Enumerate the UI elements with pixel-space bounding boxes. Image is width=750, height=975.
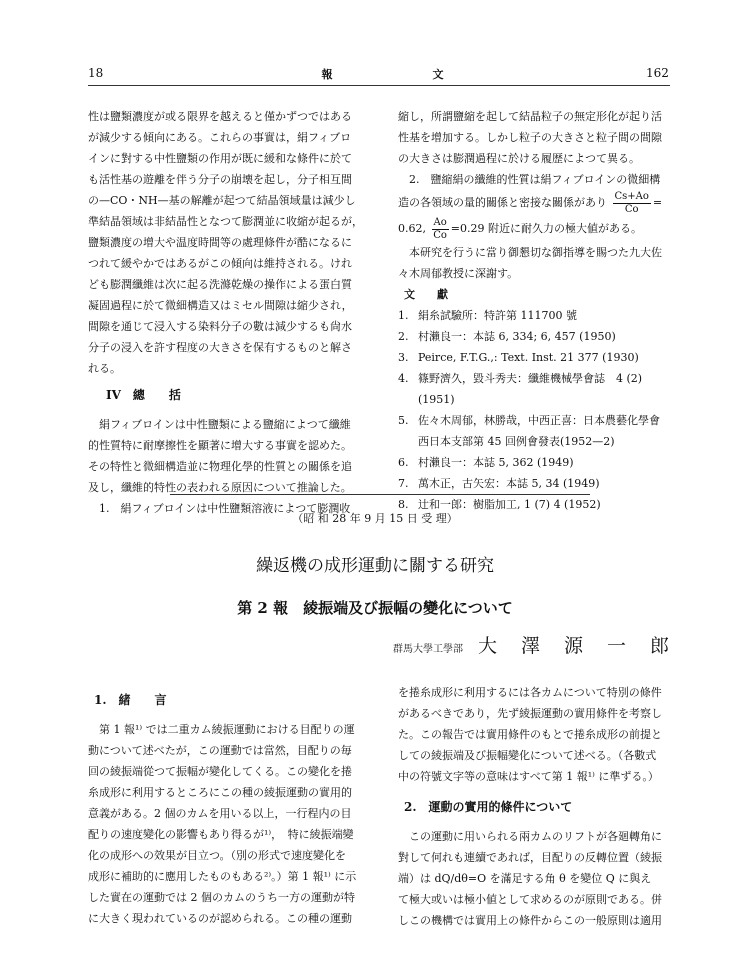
body-line: 第 1 報¹⁾ では二重カム綾振運動における目配りの運 bbox=[99, 723, 355, 736]
equation-line-2 bbox=[398, 216, 688, 242]
body-line: その特性と微細構造並に物理化學的性質との關係を追 bbox=[88, 460, 352, 473]
body-line: ども膨潤纖維は次に起る洗滌乾燥の操作による蛋白質 bbox=[88, 278, 352, 291]
body-line: を捲糸成形に利用するには各カムについて特別の條件 bbox=[398, 686, 662, 699]
article-title: 繰返機の成形運動に關する研究 bbox=[256, 556, 494, 576]
reference-item: 5. 佐々木周郁，林勝哉，中西正喜：日本農藝化學會 bbox=[398, 410, 688, 431]
author-affiliation: 群馬大學工學部 bbox=[393, 644, 463, 655]
equation-equals: = bbox=[652, 196, 663, 209]
reference-text: 西日本支部第 45 回例會發表(1952—2) bbox=[418, 435, 615, 448]
article-subtitle: 第 2 報 綾振端及び振幅の變化について bbox=[237, 599, 513, 617]
body-line: 1. 絹フィブロインは中性鹽類溶液によつて膨潤收 bbox=[99, 502, 351, 515]
page-number-left: 18 bbox=[88, 66, 104, 80]
body-line: この運動に用いられる兩カムのリフトが各廻轉角に bbox=[409, 830, 662, 843]
body-line: て極大或いは極小値として求めるのが原則である。併 bbox=[398, 893, 662, 906]
reference-item bbox=[398, 389, 688, 410]
body-line: 性は鹽類濃度が或る限界を越えると僅かずつではある bbox=[88, 110, 352, 123]
fraction-ao-over-co bbox=[432, 217, 449, 242]
body-line: しこの機構では實用上の條件からこの一般原則は適用 bbox=[398, 914, 662, 927]
body-line: 對して何れも連續であれば，目配りの反轉位置（綾振 bbox=[398, 851, 662, 864]
body-line: の—CO・NH—基の解離が起つて結晶領域量は減少し bbox=[88, 194, 356, 207]
body-line: 2. 鹽縮絹の纖維的性質は絹フィブロインの微細構 bbox=[409, 173, 661, 186]
top-left-column bbox=[88, 106, 378, 519]
received-date: （昭 和 28 年 9 月 15 日 受 理） bbox=[292, 512, 458, 525]
fraction-numerator: Ao bbox=[433, 216, 447, 228]
body-line: 間隙を通じて浸入する染料分子の數は減少するも尙水 bbox=[88, 320, 352, 333]
fraction-denominator: Co bbox=[624, 203, 639, 215]
body-line: 縮し，所謂鹽縮を起して結晶粒子の無定形化が起り活 bbox=[398, 110, 662, 123]
section-divider bbox=[170, 494, 590, 495]
body-line: インに對する中性鹽類の作用が既に緩和な條件に於て bbox=[88, 152, 352, 165]
acknowledgement-line: 々木周郁教授に深謝す。 bbox=[398, 267, 519, 280]
equation-text: =0.29 附近に耐久力の極大値がある。 bbox=[450, 222, 642, 235]
body-line: 成形に補助的に應用したものもある²⁾。）第 1 報¹⁾ に示 bbox=[88, 870, 357, 883]
equation-line-1 bbox=[398, 190, 688, 216]
body-line: 動について述べたが，この運動では當然，目配りの毎 bbox=[88, 744, 352, 757]
body-line: 化の成形への效果が目立つ。（別の形式で速度變化を bbox=[88, 849, 347, 862]
body-line: 性基を增加する。しかし粒子の大きさと粒子間の間隙 bbox=[398, 131, 662, 144]
body-line: も活性基の遊離を伴う分子の崩壊を起し，分子相互間 bbox=[88, 173, 352, 186]
acknowledgement-line: 本研究を行うに當り御懇切な御指導を賜つた九大佐 bbox=[409, 246, 662, 259]
body-line: が減少する傾向にある。これらの事實は，絹フィブロ bbox=[88, 131, 352, 144]
reference-item: 7. 萬木正，古矢宏：本誌 5, 34 (1949) bbox=[398, 473, 688, 494]
fraction-denominator: Co bbox=[433, 229, 447, 241]
body-line: た。この報告では實用條件のもとで捲糸成形の前提と bbox=[398, 728, 662, 741]
body-line: れる。 bbox=[88, 362, 121, 375]
running-header-a: 報 bbox=[321, 68, 333, 81]
section-heading-practical-conditions: 2. 運動の實用的條件について bbox=[404, 800, 573, 814]
reference-text: 辻和一郎：樹脂加工, 1 (7) 4 (1952) bbox=[418, 498, 601, 511]
reference-text: 絹糸試驗所：特許第 111700 號 bbox=[418, 309, 577, 322]
reference-text: 佐々木周郁，林勝哉，中西正喜：日本農藝化學會 bbox=[418, 414, 660, 427]
reference-item: 2. 村瀨良一：本誌 6, 334; 6, 457 (1950) bbox=[398, 326, 688, 347]
equation-text: 造の各領域の量的關係と密接な關係があり bbox=[398, 196, 607, 209]
reference-text: Peirce, F.T.G.,: Text. Inst. 21 377 (1930) bbox=[418, 351, 639, 364]
equation-value: 0.62, bbox=[398, 222, 426, 235]
body-line: 端）は dQ/dθ=O を滿足する角 θ を變位 Q に與え bbox=[398, 872, 652, 885]
body-line: 鹽類濃度の增大や温度時間等の處理條件が酷になるに bbox=[88, 236, 352, 249]
reference-item: 3. Peirce, F.T.G.,: Text. Inst. 21 377 (1930) bbox=[398, 347, 688, 368]
header-rule bbox=[88, 85, 670, 86]
body-line: 回の綾振端從つて振幅が變化してくる。この變化を捲 bbox=[88, 765, 352, 778]
running-header-b: 文 bbox=[432, 68, 444, 81]
section-heading-summary: IV 總 括 bbox=[106, 388, 181, 402]
body-line: があるべきであり，先ず綾振運動の實用條件を考察し bbox=[398, 707, 662, 720]
top-right-column bbox=[398, 106, 688, 515]
author-name: 大澤源一郎 bbox=[478, 635, 694, 657]
body-line: 分子の浸入を許す程度の大きさを保有するものと解さ bbox=[88, 341, 352, 354]
running-header bbox=[290, 66, 475, 82]
body-line: しての綾振端及び振幅變化について述べる。（各數式 bbox=[398, 749, 657, 762]
section-heading-introduction: 1. 緒 言 bbox=[94, 693, 167, 707]
fraction-cs-ao-over-co bbox=[613, 191, 651, 216]
body-line: つれて緩やかではあるがこの傾向は維持される。けれ bbox=[88, 257, 352, 270]
reference-text: 萬木正，古矢宏：本誌 5, 34 (1949) bbox=[418, 477, 600, 490]
reference-text: 篠野濟久，毀斗秀夫：纖維機械學會誌 4 (2) bbox=[418, 372, 643, 385]
body-line: 配りの速度變化の影響もあり得るが¹⁾， 特に綾振端變 bbox=[88, 828, 354, 841]
reference-item bbox=[398, 431, 688, 452]
fraction-numerator: Cs+Ao bbox=[614, 190, 649, 202]
body-line: 及し，纖維的特性の表われる原因について推論した。 bbox=[88, 481, 352, 494]
body-line: 絹フィブロインは中性鹽類による鹽縮によつて纖維 bbox=[99, 418, 351, 431]
body-line: に大きく現われているのが認められる。この種の運動 bbox=[88, 912, 352, 925]
reference-text: 村瀨良一：本誌 5, 362 (1949) bbox=[418, 456, 574, 469]
body-line: の大きさは膨潤過程に於ける履歴によつて異る。 bbox=[398, 152, 640, 165]
page-number-right: 162 bbox=[646, 66, 669, 80]
bottom-left-column bbox=[88, 690, 378, 929]
reference-item: 1. 絹糸試驗所：特許第 111700 號 bbox=[398, 305, 688, 326]
bottom-right-column bbox=[398, 682, 688, 931]
body-line: 的性質特に耐摩擦性を顯著に增大する事實を認めた。 bbox=[88, 439, 352, 452]
body-line: 意義がある。2 個のカムを用いる以上，一行程内の目 bbox=[88, 807, 352, 820]
body-line: 準結晶領域は非結晶性となつて膨潤並に收縮が起るが， bbox=[88, 215, 363, 228]
reference-item: 8. 辻和一郎：樹脂加工, 1 (7) 4 (1952) bbox=[398, 494, 688, 515]
body-line: した實在の運動では 2 個のカムのうち一方の運動が特 bbox=[88, 891, 355, 904]
body-line: 糸成形に利用するところにこの種の綾振運動の實用的 bbox=[88, 786, 352, 799]
reference-item: 4. 篠野濟久，毀斗秀夫：纖維機械學會誌 4 (2) bbox=[398, 368, 688, 389]
reference-text: 村瀨良一：本誌 6, 334; 6, 457 (1950) bbox=[418, 330, 616, 343]
reference-text: (1951) bbox=[418, 393, 455, 406]
reference-item: 6. 村瀨良一：本誌 5, 362 (1949) bbox=[398, 452, 688, 473]
body-line: 中の符號文字等の意味はすべて第 1 報¹⁾ に準ずる。） bbox=[398, 770, 659, 783]
references-heading: 文 獻 bbox=[404, 288, 448, 301]
body-line: 凝固過程に於て微細構造又はミセル間隙は縮少され， bbox=[88, 299, 353, 312]
